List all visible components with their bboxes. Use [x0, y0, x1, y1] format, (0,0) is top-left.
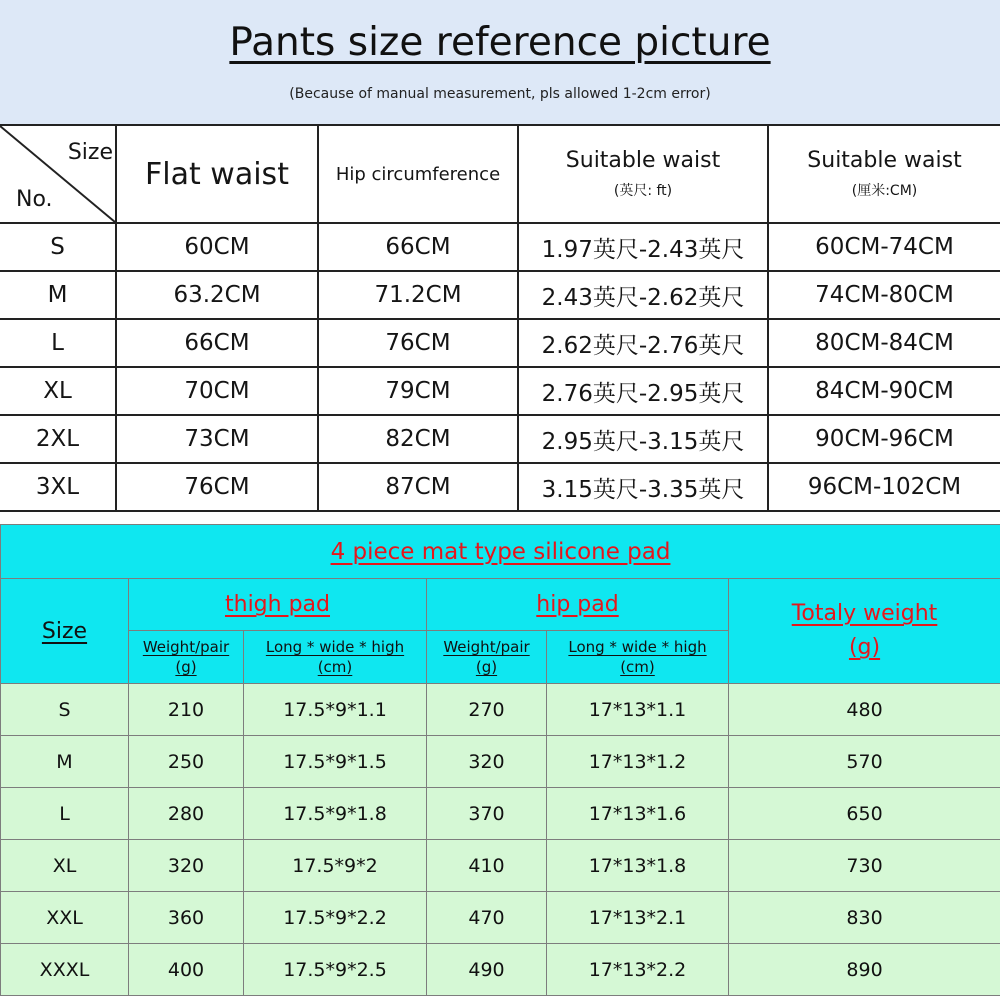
- pad-cell-thigh-weight: 210: [129, 684, 244, 736]
- pad-cell-hip-weight: 490: [427, 944, 547, 996]
- pad-cell-thigh-weight: 250: [129, 736, 244, 788]
- pad-cell-hip-dimensions: 17*13*1.8: [547, 840, 729, 892]
- pants-cell-flat-waist: 70CM: [116, 367, 318, 415]
- pants-row: [0, 319, 1000, 367]
- pants-cell-size: M: [0, 271, 116, 319]
- pad-cell-hip-weight: 270: [427, 684, 547, 736]
- pad-cell-hip-weight: 370: [427, 788, 547, 840]
- pants-cell-suit-ft: 1.97英尺-2.43英尺: [518, 223, 768, 271]
- corner-size-label: Size: [67, 140, 113, 165]
- pants-cell-hip: 87CM: [318, 463, 518, 511]
- pad-cell-size: XXL: [1, 892, 129, 944]
- pad-cell-size: XXXL: [1, 944, 129, 996]
- pants-cell-hip: 79CM: [318, 367, 518, 415]
- pants-cell-flat-waist: 60CM: [116, 223, 318, 271]
- pants-cell-suit-ft: 2.76英尺-2.95英尺: [518, 367, 768, 415]
- pants-cell-flat-waist: 73CM: [116, 415, 318, 463]
- total-weight-unit: (g): [848, 635, 881, 660]
- pad-table-title: 4 piece mat type silicone pad: [1, 525, 1000, 579]
- pants-cell-hip: 71.2CM: [318, 271, 518, 319]
- pad-cell-total-weight: 480: [729, 684, 1000, 736]
- pad-row: [1, 840, 1000, 892]
- thigh-weight-header: Weight/pair (g): [129, 631, 244, 684]
- pants-cell-suit-ft: 2.62英尺-2.76英尺: [518, 319, 768, 367]
- hip-dimensions-header: Long * wide * high (cm): [547, 631, 729, 684]
- suitable-waist-ft-header: [518, 125, 768, 223]
- suitable-waist-ft-label: Suitable waist: [565, 148, 721, 173]
- pants-cell-suit-cm: 74CM-80CM: [768, 271, 1000, 319]
- pants-cell-suit-ft: 3.15英尺-3.35英尺: [518, 463, 768, 511]
- pad-size-header: Size: [1, 579, 129, 684]
- pad-cell-hip-dimensions: 17*13*1.2: [547, 736, 729, 788]
- pants-cell-suit-cm: 80CM-84CM: [768, 319, 1000, 367]
- pad-cell-total-weight: 650: [729, 788, 1000, 840]
- header-banner: [0, 0, 1000, 124]
- silicone-pad-table: [0, 524, 1000, 996]
- pad-cell-hip-dimensions: 17*13*1.1: [547, 684, 729, 736]
- pants-cell-size: L: [0, 319, 116, 367]
- total-weight-header: [729, 579, 1000, 684]
- pad-cell-thigh-weight: 280: [129, 788, 244, 840]
- pants-cell-flat-waist: 76CM: [116, 463, 318, 511]
- pants-cell-size: 2XL: [0, 415, 116, 463]
- suitable-waist-ft-unit: (英尺: ft): [613, 183, 673, 199]
- hip-pad-header: hip pad: [427, 579, 729, 631]
- pad-cell-hip-weight: 410: [427, 840, 547, 892]
- pants-cell-size: 3XL: [0, 463, 116, 511]
- pants-cell-suit-ft: 2.43英尺-2.62英尺: [518, 271, 768, 319]
- hip-weight-header: Weight/pair (g): [427, 631, 547, 684]
- pad-cell-hip-weight: 320: [427, 736, 547, 788]
- pad-cell-size: L: [1, 788, 129, 840]
- pants-cell-flat-waist: 66CM: [116, 319, 318, 367]
- pad-cell-thigh-dimensions: 17.5*9*1.1: [244, 684, 427, 736]
- pad-cell-thigh-dimensions: 17.5*9*2.5: [244, 944, 427, 996]
- pants-cell-flat-waist: 63.2CM: [116, 271, 318, 319]
- pants-cell-size: XL: [0, 367, 116, 415]
- flat-waist-header: Flat waist: [116, 125, 318, 223]
- pants-row: [0, 415, 1000, 463]
- pants-cell-suit-cm: 90CM-96CM: [768, 415, 1000, 463]
- pad-row: [1, 736, 1000, 788]
- pad-row: [1, 684, 1000, 736]
- pad-cell-thigh-dimensions: 17.5*9*2.2: [244, 892, 427, 944]
- pants-cell-suit-cm: 60CM-74CM: [768, 223, 1000, 271]
- measurement-note: (Because of manual measurement, pls allowed 1-2cm error): [289, 86, 711, 102]
- pants-row: [0, 271, 1000, 319]
- pants-row: [0, 463, 1000, 511]
- pad-title-row: [1, 525, 1000, 579]
- pants-row: [0, 223, 1000, 271]
- suitable-waist-cm-unit: (厘米:CM): [851, 183, 918, 199]
- pad-cell-hip-weight: 470: [427, 892, 547, 944]
- pants-size-table: [0, 124, 1000, 512]
- pad-cell-total-weight: 730: [729, 840, 1000, 892]
- pad-cell-thigh-weight: 360: [129, 892, 244, 944]
- pad-row: [1, 944, 1000, 996]
- pad-cell-thigh-weight: 400: [129, 944, 244, 996]
- pad-cell-size: XL: [1, 840, 129, 892]
- suitable-waist-cm-label: Suitable waist: [807, 148, 962, 173]
- hip-circumference-header: Hip circumference: [318, 125, 518, 223]
- pants-cell-hip: 82CM: [318, 415, 518, 463]
- pad-row: [1, 892, 1000, 944]
- pants-row: [0, 367, 1000, 415]
- pants-cell-hip: 66CM: [318, 223, 518, 271]
- pad-cell-thigh-dimensions: 17.5*9*2: [244, 840, 427, 892]
- pants-cell-suit-cm: 84CM-90CM: [768, 367, 1000, 415]
- pad-cell-total-weight: 830: [729, 892, 1000, 944]
- thigh-pad-header: thigh pad: [129, 579, 427, 631]
- page-title: Pants size reference picture: [229, 20, 771, 65]
- pad-cell-thigh-dimensions: 17.5*9*1.5: [244, 736, 427, 788]
- pants-cell-size: S: [0, 223, 116, 271]
- pad-cell-hip-dimensions: 17*13*2.2: [547, 944, 729, 996]
- corner-no-label: No.: [16, 187, 53, 212]
- pad-cell-size: S: [1, 684, 129, 736]
- corner-header-cell: [0, 125, 116, 223]
- pants-cell-suit-ft: 2.95英尺-3.15英尺: [518, 415, 768, 463]
- suitable-waist-cm-header: [768, 125, 1000, 223]
- pants-cell-hip: 76CM: [318, 319, 518, 367]
- thigh-dimensions-header: Long * wide * high (cm): [244, 631, 427, 684]
- total-weight-label: Totaly weight: [791, 601, 938, 626]
- pad-row: [1, 788, 1000, 840]
- pad-cell-total-weight: 890: [729, 944, 1000, 996]
- pad-cell-thigh-dimensions: 17.5*9*1.8: [244, 788, 427, 840]
- pad-cell-hip-dimensions: 17*13*1.6: [547, 788, 729, 840]
- pants-cell-suit-cm: 96CM-102CM: [768, 463, 1000, 511]
- pants-header-row: [0, 125, 1000, 223]
- pad-cell-size: M: [1, 736, 129, 788]
- pad-cell-hip-dimensions: 17*13*2.1: [547, 892, 729, 944]
- pad-cell-thigh-weight: 320: [129, 840, 244, 892]
- pad-cell-total-weight: 570: [729, 736, 1000, 788]
- pad-group-row: [1, 579, 1000, 631]
